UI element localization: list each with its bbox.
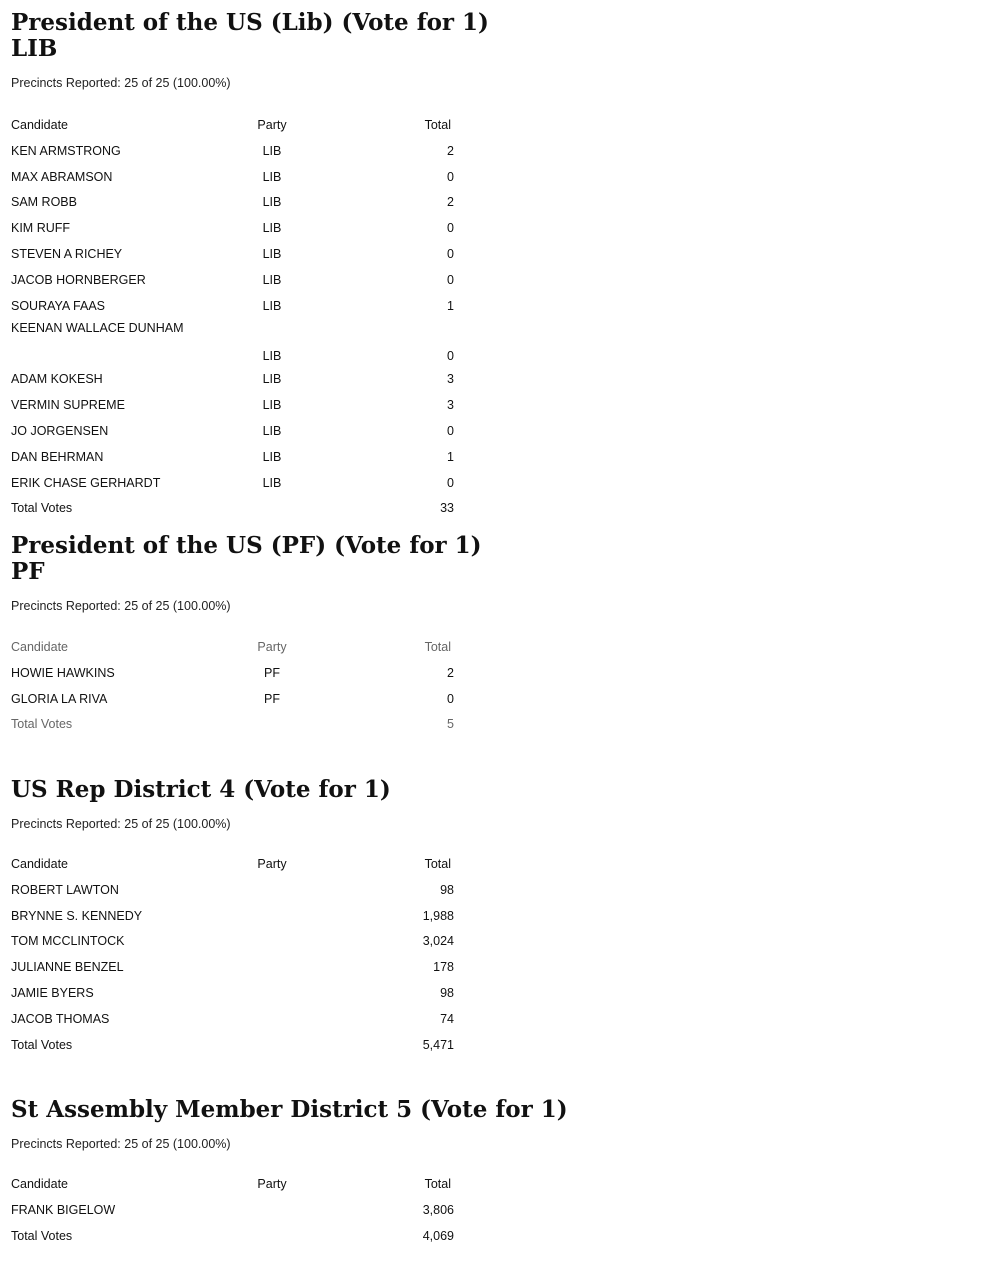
precincts-reported: Precincts Reported: 25 of 25 (100.00%) (11, 76, 231, 90)
total-header: Total (424, 1177, 451, 1191)
party-header: Party (257, 640, 287, 654)
candidate-name: JULIANNE BENZEL (11, 960, 124, 975)
candidate-total: 0 (447, 475, 454, 490)
table-row (11, 190, 457, 216)
candidate-name: DAN BEHRMAN (11, 449, 104, 464)
candidate-name: KEN ARMSTRONG (11, 143, 121, 158)
candidate-party (217, 980, 341, 1006)
total-votes-row (11, 1032, 457, 1058)
results-table (11, 1171, 457, 1249)
precincts-reported: Precincts Reported: 25 of 25 (100.00%) (11, 599, 231, 613)
candidate-total: 0 (447, 221, 454, 236)
table-header-row (11, 1171, 457, 1197)
total-votes-row (11, 1223, 457, 1249)
table-row (11, 686, 457, 712)
table-row (11, 164, 457, 190)
candidate-party: PF (264, 691, 280, 706)
candidate-party (217, 903, 341, 929)
candidate-name: SOURAYA FAAS (11, 298, 106, 313)
table-row (11, 367, 457, 393)
contest-us-rep-district-4 (11, 777, 571, 1058)
candidate-header: Candidate (11, 1177, 68, 1191)
contest-president-lib (11, 10, 571, 521)
candidate-name: KIM RUFF (11, 221, 71, 236)
candidate-total: 0 (447, 348, 454, 363)
candidate-name: SAM ROBB (11, 195, 77, 210)
candidate-total: 0 (447, 424, 454, 439)
candidate-header: Candidate (11, 640, 68, 654)
candidate-total: 2 (447, 143, 454, 158)
table-row (11, 660, 457, 686)
total-votes-label: Total Votes (11, 717, 73, 732)
candidate-name: HOWIE HAWKINS (11, 665, 115, 680)
total-header: Total (424, 118, 451, 132)
candidate-total: 74 (440, 1011, 454, 1026)
total-votes-value: 4,069 (422, 1228, 454, 1243)
table-row (11, 138, 457, 164)
contest-title: St Assembly Member District 5 (Vote for 1) (11, 1096, 568, 1123)
table-row (11, 267, 457, 293)
candidate-total: 3 (447, 372, 454, 387)
party-header: Party (257, 118, 287, 132)
total-votes-label: Total Votes (11, 1037, 73, 1052)
candidate-party: LIB (262, 221, 282, 236)
candidate-name: ADAM KOKESH (11, 372, 103, 387)
total-votes-label: Total Votes (11, 1228, 73, 1243)
party-header: Party (257, 857, 287, 871)
candidate-name: KEENAN WALLACE DUNHAM (11, 320, 184, 335)
candidate-party: LIB (262, 372, 282, 387)
candidate-total: 178 (433, 960, 454, 975)
candidate-party: LIB (262, 143, 282, 158)
candidate-name: ERIK CHASE GERHARDT (11, 475, 161, 490)
table-row (11, 954, 457, 980)
table-row (11, 418, 457, 444)
candidate-total: 98 (440, 986, 454, 1001)
candidate-name: VERMIN SUPREME (11, 398, 125, 413)
precincts-reported: Precincts Reported: 25 of 25 (100.00%) (11, 1137, 231, 1151)
candidate-name: ROBERT LAWTON (11, 882, 119, 897)
candidate-name: STEVEN A RICHEY (11, 247, 123, 262)
total-header: Total (424, 640, 451, 654)
candidate-name: JACOB THOMAS (11, 1011, 110, 1026)
candidate-party: LIB (262, 348, 282, 363)
candidate-header: Candidate (11, 857, 68, 871)
candidate-party: LIB (262, 247, 282, 262)
table-row (11, 470, 457, 496)
candidate-name: JO JORGENSEN (11, 424, 109, 439)
candidate-party (217, 1197, 341, 1223)
contest-president-pf (11, 533, 571, 737)
total-votes-value: 5 (447, 717, 454, 732)
total-votes-value: 33 (440, 501, 454, 516)
candidate-total: 3 (447, 398, 454, 413)
candidate-total: 1,988 (422, 908, 454, 923)
candidate-total: 0 (447, 272, 454, 287)
candidate-party: LIB (262, 475, 282, 490)
candidate-name: MAX ABRAMSON (11, 169, 113, 184)
candidate-total: 1 (447, 449, 454, 464)
candidate-name: FRANK BIGELOW (11, 1202, 116, 1217)
candidate-total: 0 (447, 691, 454, 706)
candidate-party: LIB (262, 169, 282, 184)
candidate-total: 3,806 (422, 1202, 454, 1217)
candidate-party: LIB (262, 424, 282, 439)
candidate-name: JACOB HORNBERGER (11, 272, 146, 287)
candidate-party (217, 929, 341, 955)
candidate-name: GLORIA LA RIVA (11, 691, 108, 706)
table-header-row (11, 634, 457, 660)
contest-st-assembly-district-5 (11, 1097, 571, 1249)
candidate-party (217, 1006, 341, 1032)
candidate-total: 1 (447, 298, 454, 313)
table-header-row (11, 851, 457, 877)
party-header: Party (257, 1177, 287, 1191)
table-row (11, 319, 457, 367)
contest-title: President of the US (PF) (Vote for 1) PF (11, 532, 482, 585)
table-row (11, 444, 457, 470)
total-votes-row (11, 496, 457, 522)
table-header-row (11, 112, 457, 138)
candidate-total: 0 (447, 247, 454, 262)
results-table (11, 851, 457, 1058)
candidate-header: Candidate (11, 118, 68, 132)
candidate-party: LIB (262, 298, 282, 313)
total-votes-value: 5,471 (422, 1037, 454, 1052)
candidate-party (217, 877, 341, 903)
candidate-party: LIB (262, 272, 282, 287)
contest-title: President of the US (Lib) (Vote for 1) LIB (11, 9, 489, 62)
total-header: Total (424, 857, 451, 871)
table-row (11, 1197, 457, 1223)
results-table (11, 112, 457, 521)
candidate-party: LIB (262, 449, 282, 464)
candidate-name: JAMIE BYERS (11, 986, 94, 1001)
table-row (11, 877, 457, 903)
candidate-party: LIB (262, 398, 282, 413)
candidate-total: 2 (447, 195, 454, 210)
table-row (11, 980, 457, 1006)
candidate-total: 0 (447, 169, 454, 184)
table-row (11, 1006, 457, 1032)
candidate-total: 3,024 (422, 934, 454, 949)
candidate-total: 2 (447, 665, 454, 680)
table-row (11, 293, 457, 319)
candidate-party: LIB (262, 195, 282, 210)
table-row (11, 903, 457, 929)
table-row (11, 392, 457, 418)
candidate-party: PF (264, 665, 280, 680)
candidate-name: TOM MCCLINTOCK (11, 934, 125, 949)
total-votes-row (11, 712, 457, 738)
precincts-reported: Precincts Reported: 25 of 25 (100.00%) (11, 817, 231, 831)
table-row (11, 929, 457, 955)
candidate-total: 98 (440, 882, 454, 897)
contest-title: US Rep District 4 (Vote for 1) (11, 776, 391, 803)
total-votes-label: Total Votes (11, 501, 73, 516)
table-row (11, 241, 457, 267)
candidate-name: BRYNNE S. KENNEDY (11, 908, 143, 923)
table-row (11, 215, 457, 241)
results-table (11, 634, 457, 737)
candidate-party (217, 954, 341, 980)
